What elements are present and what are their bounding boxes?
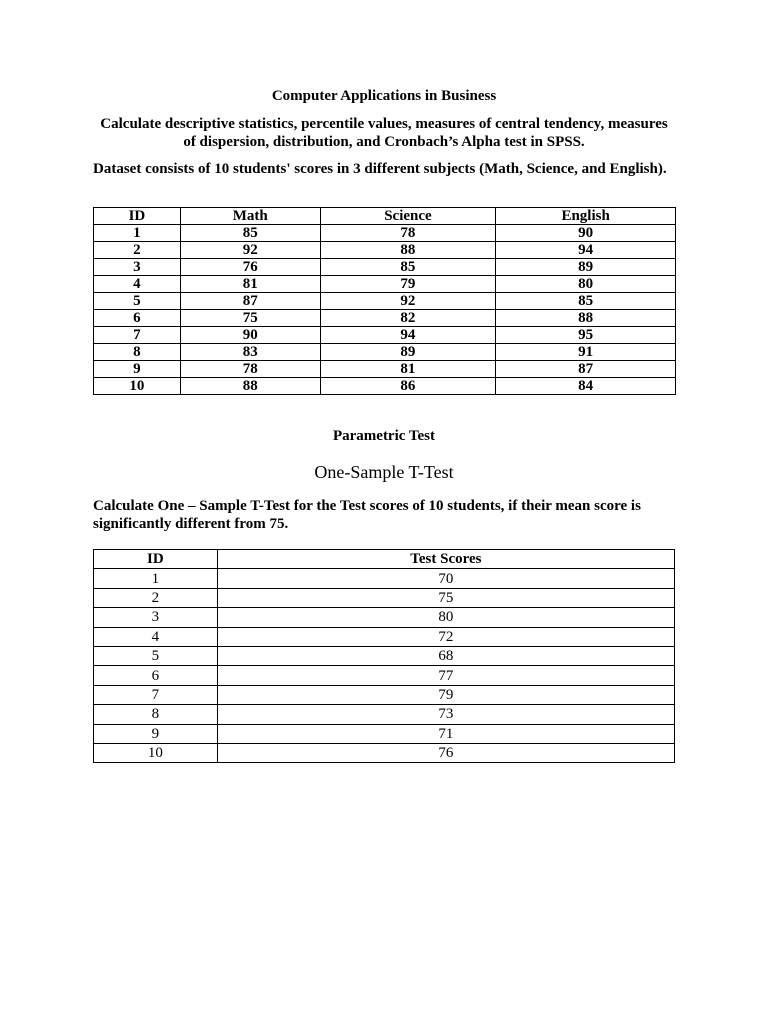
ttest-table-row	[94, 588, 675, 607]
header-science: Science	[320, 208, 496, 225]
scores-table-cell-id: 8	[94, 344, 181, 361]
scores-table-row	[94, 310, 676, 327]
header-id: ID	[94, 550, 218, 569]
scores-table-row	[94, 276, 676, 293]
scores-table-cell-math: 88	[180, 378, 320, 395]
ttest-table-cell-id: 5	[94, 646, 218, 665]
ttest-table-cell-test-score: 80	[217, 608, 674, 627]
ttest-table-row	[94, 608, 675, 627]
ttest-table-row	[94, 666, 675, 685]
scores-table-cell-math: 81	[180, 276, 320, 293]
scores-table-cell-english: 94	[496, 242, 676, 259]
ttest-table-cell-id: 6	[94, 666, 218, 685]
scores-table-cell-science: 78	[320, 225, 496, 242]
scores-table-cell-math: 90	[180, 327, 320, 344]
scores-table-cell-math: 85	[180, 225, 320, 242]
document-title: Computer Applications in Business	[271, 88, 497, 104]
scores-table-cell-science: 81	[320, 361, 496, 378]
ttest-table-cell-test-score: 71	[217, 724, 674, 743]
ttest-table-cell-id: 8	[94, 705, 218, 724]
scores-table-cell-science: 82	[320, 310, 496, 327]
scores-table-cell-math: 75	[180, 310, 320, 327]
scores-table-cell-english: 85	[496, 293, 676, 310]
scores-table-cell-math: 83	[180, 344, 320, 361]
scores-table-cell-id: 1	[94, 225, 181, 242]
ttest-table-header-row	[94, 550, 675, 569]
test-heading: One-Sample T-Test	[314, 462, 454, 482]
ttest-table-row	[94, 743, 675, 762]
scores-table-row	[94, 361, 676, 378]
scores-table-cell-math: 76	[180, 259, 320, 276]
ttest-table-row	[94, 685, 675, 704]
document-subtitle: Calculate descriptive statistics, percentile values, measures of central tendency, measures of dispersion, distribution, and Cronbach’s Alpha test in SPSS.	[100, 116, 668, 150]
scores-table-cell-id: 5	[94, 293, 181, 310]
scores-table-cell-id: 3	[94, 259, 181, 276]
section-heading: Parametric Test	[332, 428, 436, 444]
ttest-table-row	[94, 646, 675, 665]
header-math: Math	[180, 208, 320, 225]
scores-table-cell-science: 89	[320, 344, 496, 361]
scores-table-cell-english: 89	[496, 259, 676, 276]
scores-table	[93, 207, 676, 395]
scores-table-cell-english: 80	[496, 276, 676, 293]
ttest-table-row	[94, 627, 675, 646]
scores-table-cell-id: 4	[94, 276, 181, 293]
scores-table-row	[94, 242, 676, 259]
ttest-table-cell-id: 2	[94, 588, 218, 607]
scores-table-cell-science: 92	[320, 293, 496, 310]
scores-table-cell-id: 9	[94, 361, 181, 378]
scores-table-row	[94, 259, 676, 276]
scores-table-cell-science: 85	[320, 259, 496, 276]
scores-table-cell-id: 7	[94, 327, 181, 344]
scores-table-row	[94, 378, 676, 395]
scores-table-cell-id: 10	[94, 378, 181, 395]
ttest-table-cell-id: 9	[94, 724, 218, 743]
scores-table-cell-english: 91	[496, 344, 676, 361]
scores-table-cell-english: 88	[496, 310, 676, 327]
ttest-table-cell-id: 4	[94, 627, 218, 646]
ttest-table-cell-id: 7	[94, 685, 218, 704]
ttest-table-cell-test-score: 75	[217, 588, 674, 607]
scores-table-cell-id: 6	[94, 310, 181, 327]
scores-table-cell-english: 95	[496, 327, 676, 344]
header-test-scores: Test Scores	[217, 550, 674, 569]
scores-table-cell-english: 87	[496, 361, 676, 378]
ttest-table-row	[94, 724, 675, 743]
ttest-table	[93, 549, 675, 763]
scores-table-cell-math: 87	[180, 293, 320, 310]
scores-table-cell-id: 2	[94, 242, 181, 259]
ttest-table-cell-id: 10	[94, 743, 218, 762]
scores-table-row	[94, 344, 676, 361]
scores-table-row	[94, 293, 676, 310]
scores-table-header-row	[94, 208, 676, 225]
scores-table-row	[94, 327, 676, 344]
ttest-table-cell-test-score: 70	[217, 569, 674, 588]
ttest-table-cell-test-score: 77	[217, 666, 674, 685]
scores-table-row	[94, 225, 676, 242]
instruction-text: Calculate One – Sample T-Test for the Test scores of 10 students, if their mean score is significantly different from 75.	[93, 498, 641, 532]
dataset-description: Dataset consists of 10 students' scores in 3 different subjects (Math, Science, and English).	[93, 161, 667, 177]
ttest-table-row	[94, 569, 675, 588]
scores-table-cell-english: 84	[496, 378, 676, 395]
ttest-table-cell-test-score: 79	[217, 685, 674, 704]
header-english: English	[496, 208, 676, 225]
ttest-table-cell-test-score: 72	[217, 627, 674, 646]
ttest-table-cell-test-score: 68	[217, 646, 674, 665]
scores-table-cell-science: 88	[320, 242, 496, 259]
scores-table-cell-math: 92	[180, 242, 320, 259]
header-id: ID	[94, 208, 181, 225]
scores-table-cell-english: 90	[496, 225, 676, 242]
ttest-table-cell-test-score: 73	[217, 705, 674, 724]
scores-table-cell-science: 86	[320, 378, 496, 395]
scores-table-cell-science: 79	[320, 276, 496, 293]
ttest-table-cell-test-score: 76	[217, 743, 674, 762]
scores-table-cell-math: 78	[180, 361, 320, 378]
ttest-table-cell-id: 3	[94, 608, 218, 627]
ttest-table-row	[94, 705, 675, 724]
ttest-table-cell-id: 1	[94, 569, 218, 588]
scores-table-cell-science: 94	[320, 327, 496, 344]
